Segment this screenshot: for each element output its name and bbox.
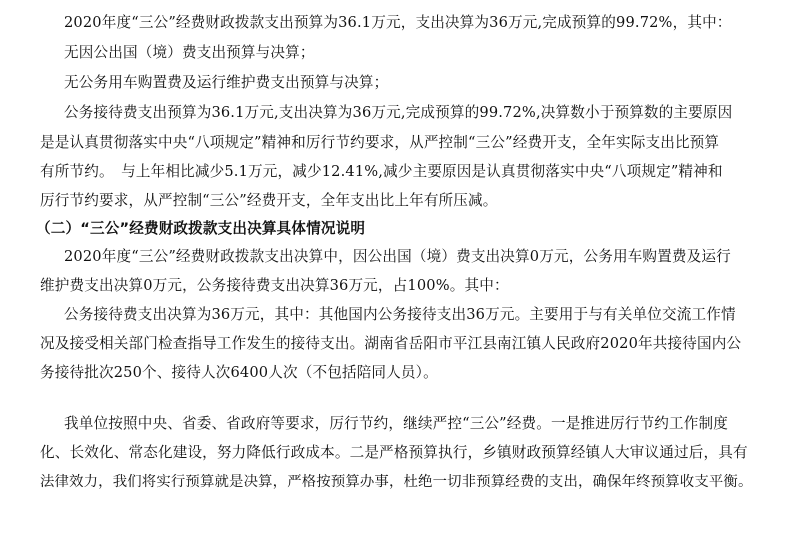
paragraph-summary: 2020年度“三公”经费财政拨款支出预算为36.1万元，支出决算为36万元,完成预算的99.72%，其中： [64, 14, 732, 31]
section-heading: （二）“三公”经费财政拨款支出决算具体情况说明 [36, 220, 366, 237]
paragraph-reception-line-3: 有所节约。 与上年相比减少5.1万元，减少12.41%,减少主要原因是认真贯彻落实中央“八项规定”精神和 [40, 163, 723, 180]
paragraph-reception-line-1: 公务接待费支出预算为36.1万元,支出决算为36万元,完成预算的99.72%,决算数小于预算数的主要原因 [64, 104, 733, 121]
paragraph-detail-line-3: 务接待批次250个、接待人次6400人次（不包括陪同人员）。 [40, 364, 438, 381]
paragraph-final-line-1: 2020年度“三公”经费财政拨款支出决算中，因公出国（境）费支出决算0万元，公务用车购置费及运行 [64, 248, 731, 265]
paragraph-measures-line-2: 化、长效化、常态化建设，努力降低行政成本。二是严格预算执行，乡镇财政预算经镇人大审议通过后，具有 [40, 444, 748, 461]
paragraph-measures-line-1: 我单位按照中央、省委、省政府等要求，厉行节约，继续严控“三公”经费。一是推进厉行节约工作制度 [64, 415, 728, 432]
paragraph-reception-line-4: 厉行节约要求，从严控制“三公”经费开支，全年支出比上年有所压减。 [40, 192, 498, 209]
paragraph-vehicle: 无公务用车购置费及运行维护费支出预算与决算； [64, 74, 389, 91]
paragraph-detail-line-1: 公务接待费支出决算为36万元，其中：其他国内公务接待支出36万元。主要用于与有关单位交流工作情 [64, 306, 736, 323]
paragraph-measures-line-3: 法律效力，我们将实行预算就是决算，严格按预算办事，杜绝一切非预算经费的支出，确保年终预算收支平衡。 [40, 474, 753, 490]
paragraph-final-line-2: 维护费支出决算0万元，公务接待费支出决算36万元，占100%。其中： [40, 277, 509, 294]
paragraph-reception-line-2: 是是认真贯彻落实中央“八项规定”精神和厉行节约要求，从严控制“三公”经费开支，全年实际支出比预算 [40, 134, 720, 151]
paragraph-overseas: 无因公出国（境）费支出预算与决算； [64, 44, 315, 61]
paragraph-detail-line-2: 况及接受相关部门检查指导工作发生的接待支出。湖南省岳阳市平江县南江镇人民政府2020年共接待国内公 [40, 335, 742, 352]
